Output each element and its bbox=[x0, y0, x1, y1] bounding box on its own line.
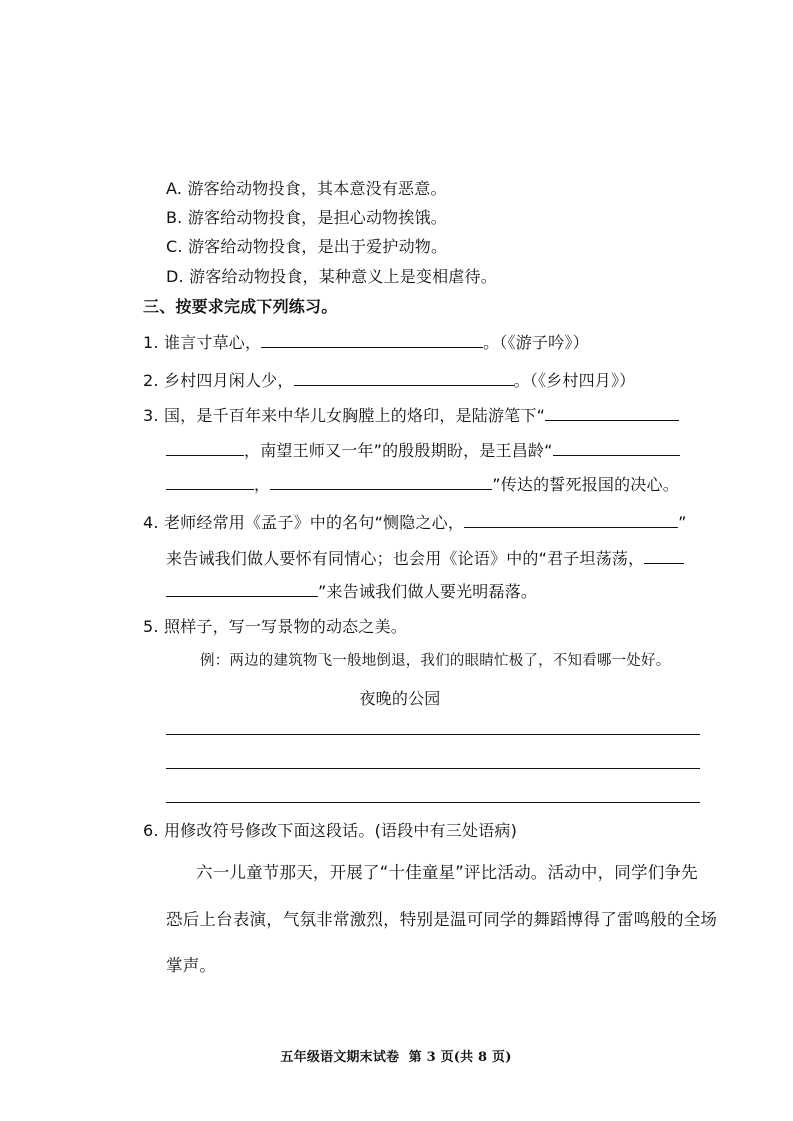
question-text: 乡村四月闲人少， bbox=[163, 371, 294, 390]
question-number: 1. bbox=[143, 333, 159, 352]
answer-blank[interactable] bbox=[166, 473, 254, 490]
question-number: 6. bbox=[143, 821, 159, 840]
question-4-line-2 bbox=[166, 547, 684, 570]
example-sentence: 例：两边的建筑物飞一般地倒退，我们的眼睛忙极了，不知看哪一处好。 bbox=[200, 653, 671, 669]
question-text: 谁言寸草心， bbox=[163, 333, 262, 352]
question-3-line-1 bbox=[143, 404, 679, 427]
question-text: 国，是千百年来中华儿女胸膛上的烙印，是陆游笔下“ bbox=[163, 406, 546, 425]
question-3-line-3 bbox=[166, 473, 679, 496]
question-text: 用修改符号修改下面这段话。(语段中有三处语病) bbox=[163, 821, 518, 840]
option-letter: A. bbox=[166, 179, 183, 198]
question-4-line-3 bbox=[166, 580, 537, 603]
question-text: ”来告诫我们做人要光明磊落。 bbox=[318, 582, 538, 601]
writing-line[interactable] bbox=[166, 802, 700, 803]
option-text: 游客给动物投食，是出于爱护动物。 bbox=[187, 237, 448, 256]
question-text: ，南望王师又一年”的殷殷期盼，是王昌龄“ bbox=[244, 441, 553, 460]
question-4-line-1 bbox=[143, 511, 687, 534]
option-d bbox=[166, 266, 497, 288]
writing-line[interactable] bbox=[166, 768, 700, 769]
answer-blank[interactable] bbox=[261, 331, 483, 348]
question-number: 3. bbox=[143, 406, 159, 425]
paragraph-line-1: 六一儿童节那天，开展了“十佳童星”评比活动。活动中，同学们争先 bbox=[196, 863, 698, 882]
writing-subtitle: 夜晚的公园 bbox=[359, 689, 441, 708]
question-text: ”传达的誓死报国的决心。 bbox=[492, 475, 679, 494]
question-6 bbox=[143, 820, 517, 842]
answer-blank[interactable] bbox=[294, 369, 514, 386]
option-text: 游客给动物投食，其本意没有恶意。 bbox=[187, 179, 447, 198]
option-c bbox=[166, 236, 447, 258]
answer-blank[interactable] bbox=[464, 511, 678, 528]
question-source: 。（《乡村四月》） bbox=[513, 371, 636, 390]
option-b bbox=[166, 207, 447, 229]
answer-blank[interactable] bbox=[270, 473, 492, 490]
question-2 bbox=[143, 369, 635, 392]
question-source: 。（《游子吟》） bbox=[483, 333, 589, 352]
question-1 bbox=[143, 331, 589, 354]
option-a bbox=[166, 178, 447, 200]
question-text: 老师经常用《孟子》中的名句“恻隐之心， bbox=[163, 513, 465, 532]
question-number: 5. bbox=[143, 617, 159, 636]
question-text: ， bbox=[254, 475, 271, 494]
answer-blank[interactable] bbox=[166, 580, 318, 597]
question-text: 照样子，写一写景物的动态之美。 bbox=[163, 617, 407, 636]
option-letter: C. bbox=[166, 237, 183, 256]
option-letter: D. bbox=[166, 267, 184, 286]
page-footer: 五年级语文期末试卷 第 3 页(共 8 页) bbox=[280, 1050, 512, 1065]
question-number: 2. bbox=[143, 371, 159, 390]
question-5 bbox=[143, 616, 407, 638]
writing-line[interactable] bbox=[166, 734, 700, 735]
question-number: 4. bbox=[143, 513, 159, 532]
answer-blank[interactable] bbox=[545, 404, 679, 421]
option-text: 游客给动物投食，某种意义上是变相虐待。 bbox=[189, 267, 497, 286]
question-text: 来告诫我们做人要怀有同情心；也会用《论语》中的“君子坦荡荡， bbox=[166, 549, 645, 568]
answer-blank[interactable] bbox=[644, 547, 684, 564]
answer-blank[interactable] bbox=[553, 439, 680, 456]
option-letter: B. bbox=[166, 208, 183, 227]
answer-blank[interactable] bbox=[166, 439, 244, 456]
paragraph-line-3: 掌声。 bbox=[166, 956, 217, 975]
section-title: 三、按要求完成下列练习。 bbox=[143, 297, 338, 316]
question-text: ” bbox=[678, 513, 687, 532]
paragraph-line-2: 恐后上台表演，气氛非常激烈，特别是温可同学的舞蹈博得了雷鸣般的全场 bbox=[166, 910, 718, 929]
option-text: 游客给动物投食，是担心动物挨饿。 bbox=[187, 208, 447, 227]
question-3-line-2 bbox=[166, 439, 680, 462]
